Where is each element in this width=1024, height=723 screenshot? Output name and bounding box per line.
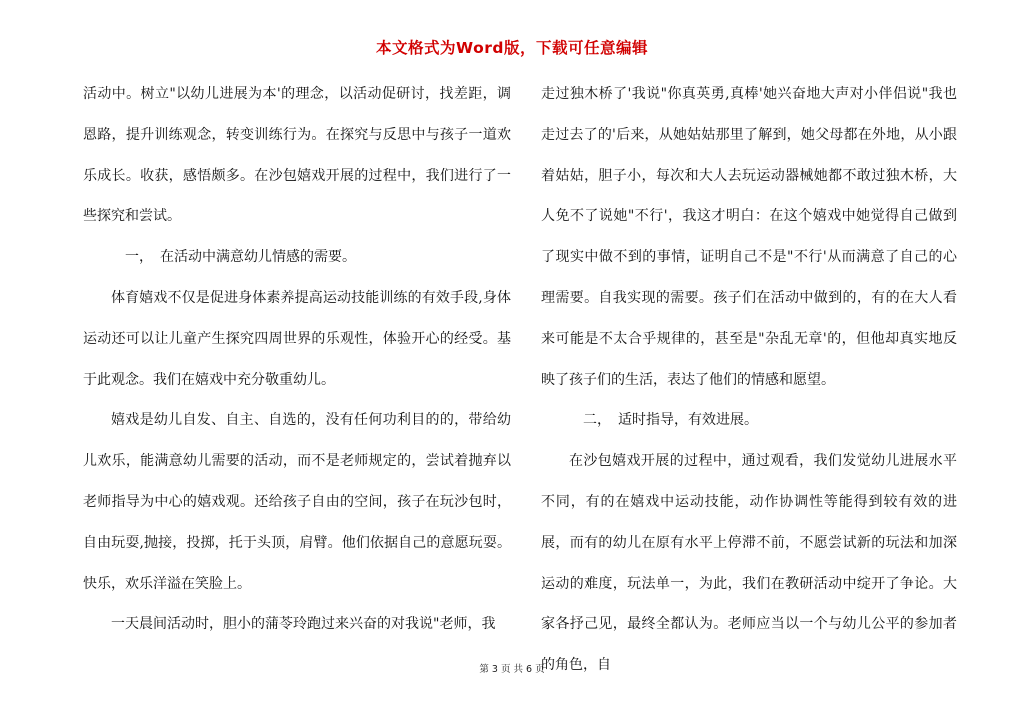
paragraph: 走过独木桥了'我说"你真英勇,真棒'她兴奋地大声对小伴侣说"我也走过去了的'后来，从她姑姑那里了解到，她父母都在外地，从小跟着姑姑，胆子小，每次和大人去玩运动器械她都不敢过独木桥，大人免不了说她"不行'，我这才明白：在这个嬉戏中她觉得自己做到了现实中做不到的事情，证明自己不是"不行'从而满意了自己的心理需要。自我实现的需要。孩子们在活动中做到的，有的在大人看来可能是不太合乎规律的，甚至是"杂乱无章'的，但他却真实地反映了孩子们的生活，表达了他们的情感和愿望。: [541, 86, 957, 388]
section-heading: 二， 适时指导，有效进展。: [583, 412, 758, 429]
paragraph: 一天晨间活动时，胆小的蒲苓玲跑过来兴奋的对我说"老师，我: [111, 616, 496, 633]
document-header-title: 本文格式为Word版，下载可任意编辑: [376, 39, 648, 57]
section-heading: 一， 在活动中满意幼儿情感的需要。: [125, 249, 356, 266]
page-number-footer: 第 3 页 共 6 页: [479, 664, 545, 675]
paragraph: 体育嬉戏不仅是促进身体素养提高运动技能训练的有效手段,身体运动还可以让儿童产生探究四周世界的乐观性，体验开心的经受。基于此观念。我们在嬉戏中充分敬重幼儿。: [83, 289, 511, 388]
paragraph: 活动中。树立"以幼儿进展为本'的理念，以活动促研讨，找差距，调恩路，提升训练观念，转变训练行为。在探究与反思中与孩子一道欢乐成长。收获，感悟颇多。在沙包嬉戏开展的过程中，我们进行了一些探究和尝试。: [83, 86, 511, 225]
right-text-column: [541, 74, 957, 686]
left-text-column: [83, 74, 511, 645]
paragraph: 嬉戏是幼儿自发、自主、自选的，没有任何功利目的的，带给幼儿欢乐，能满意幼儿需要的活动，而不是老师规定的，尝试着抛弃以老师指导为中心的嬉戏观。还给孩子自由的空间，孩子在玩沙包时，自由玩耍,抛接，投掷，托于头顶，肩臂。他们依据自己的意愿玩耍。快乐，欢乐洋溢在笑脸上。: [83, 412, 511, 592]
paragraph: 在沙包嬉戏开展的过程中，通过观看，我们发觉幼儿进展水平不同，有的在嬉戏中运动技能，动作协调性等能得到较有效的进展，而有的幼儿在原有水平上停滞不前，不愿尝试新的玩法和加深运动的难度，玩法单一，为此，我们在教研活动中绽开了争论。大家各抒己见，最终全都认为。老师应当以一个与幼儿公平的参加者的角色，自: [541, 453, 957, 674]
